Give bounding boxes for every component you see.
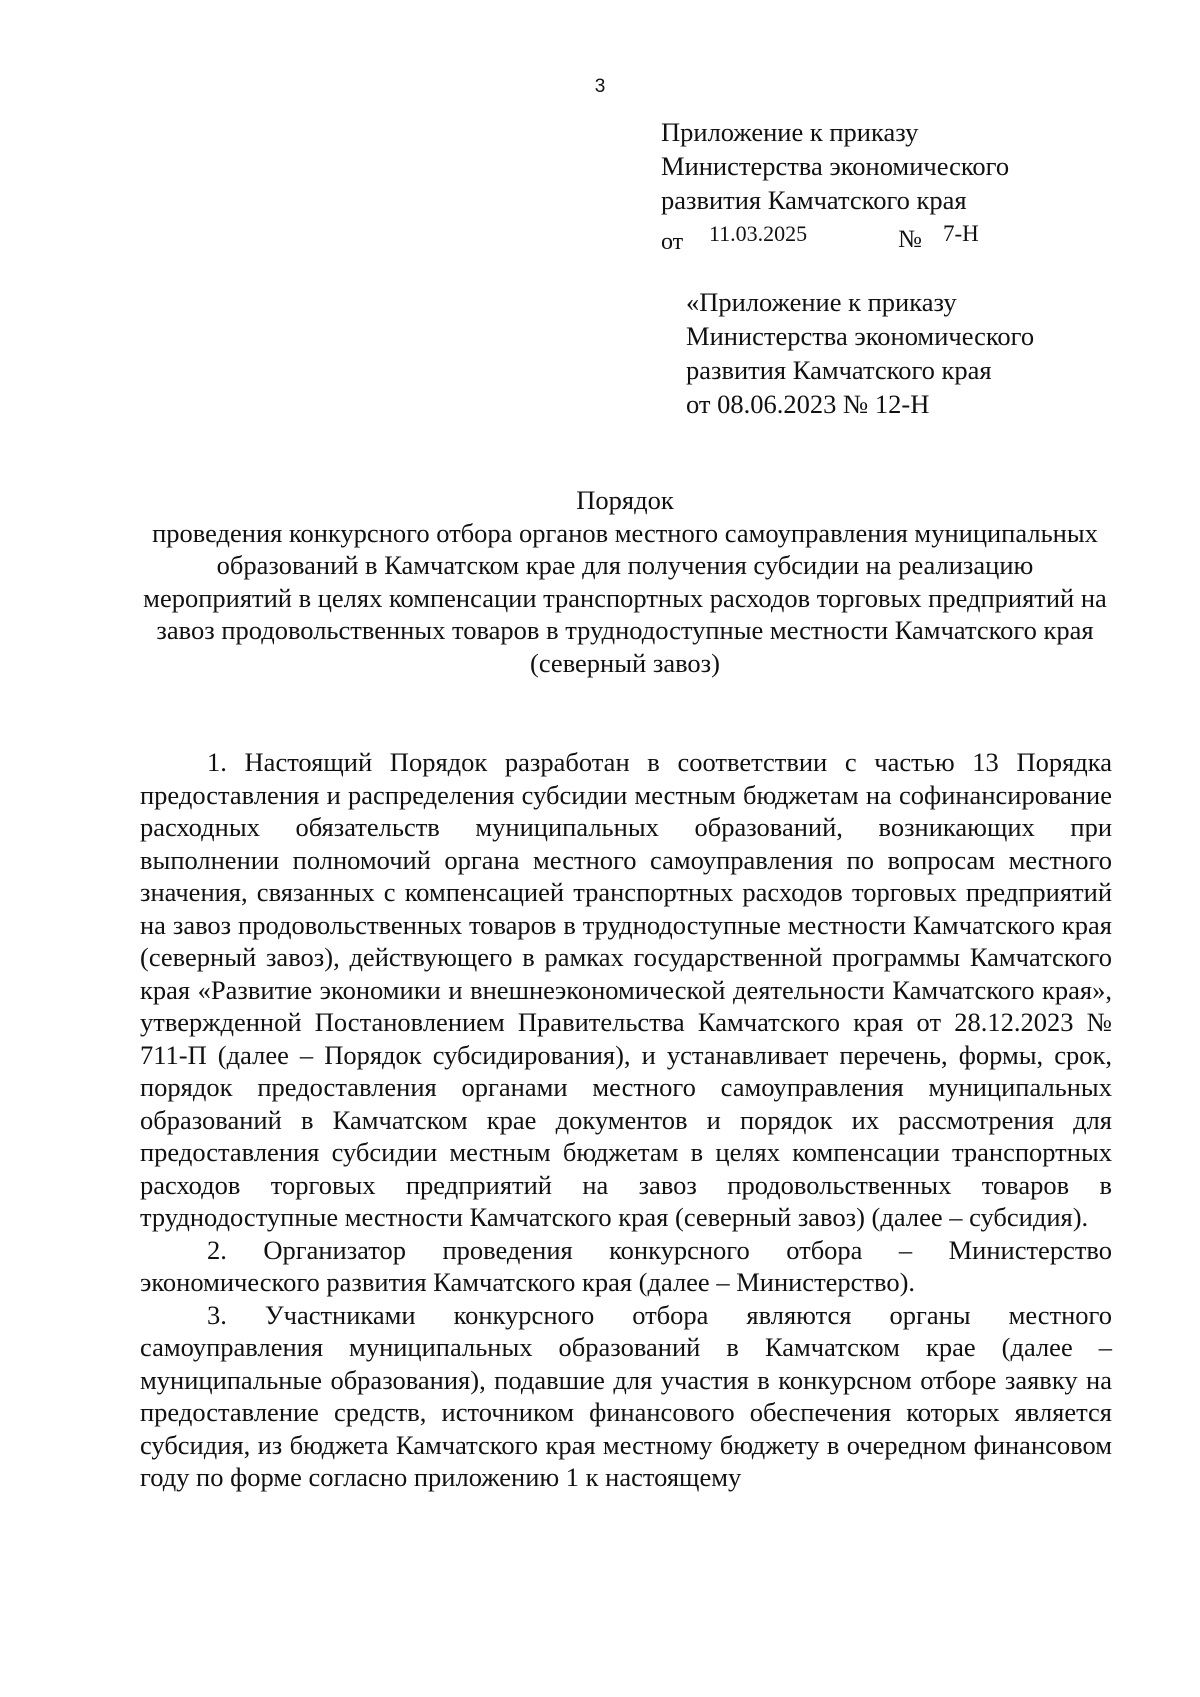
document-title — [140, 484, 1110, 679]
order-number: 7-Н — [943, 221, 979, 246]
order-date: 11.03.2025 — [709, 221, 808, 246]
appendix-original-line-1: «Приложение к приказу — [686, 287, 957, 317]
appendix-current-line-1: Приложение к приказу — [661, 117, 919, 147]
appendix-original-line-4: от 08.06.2023 № 12-Н — [686, 389, 930, 419]
number-label: № — [898, 226, 922, 253]
page-number: 3 — [594, 76, 606, 97]
appendix-original-line-2: Министерства экономического — [686, 321, 1035, 351]
document-body — [140, 746, 1112, 1494]
date-label: от — [661, 229, 684, 255]
appendix-current-line-2: Министерства экономического — [661, 151, 1010, 181]
appendix-current-line-3: развития Камчатского края — [661, 185, 967, 215]
paragraph-2: 2. Организатор проведения конкурсного отбора – Министерство экономического развития Камчатского края (далее – Министерство). — [140, 1234, 1112, 1297]
paragraph-3: 3. Участниками конкурсного отбора являются органы местного самоуправления муниципальных образований в Камчатском крае (далее – муниципальные образования), подавшие для участия в конкурсном отборе заявку на предоставление средств, источником финансового обеспечения которых является субсидия, из бюджета Камчатского края местному бюджету в очередном финансовом году по форме согласно приложению 1 к настоящему — [140, 1299, 1112, 1492]
appendix-reference-original — [686, 285, 1034, 421]
order-date-number-line — [661, 217, 1009, 255]
title-heading: Порядок — [576, 485, 674, 515]
paragraph-1: 1. Настоящий Порядок разработан в соответствии с частью 13 Порядка предоставления и распределения субсидии местным бюджетам на софинансирование расходных обязательств муниципальных образований, возникающих при выполнении полномочий органа местного самоуправления по вопросам местного значения, связанных с компенсацией транспортных расходов торговых предприятий на завоз продовольственных товаров в труднодоступные местности Камчатского края (северный завоз), действующего в рамках государственной программы Камчатского края «Развитие экономики и внешнеэкономической деятельности Камчатского края», утвержденной Постановлением Правительства Камчатского края от 28.12.2023 № 711-П (далее – Порядок субсидирования), и устанавливает перечень, формы, срок, порядок предоставления органами местного самоуправления муниципальных образований в Камчатском крае документов и порядок их рассмотрения для предоставления субсидии местным бюджетам в целях компенсации транспортных расходов торговых предприятий на завоз продовольственных товаров в труднодоступные местности Камчатского края (северный завоз) (далее – субсидия). — [140, 747, 1112, 1232]
appendix-original-line-3: развития Камчатского края — [686, 355, 992, 385]
appendix-reference-current — [661, 115, 1010, 255]
title-subtitle: проведения конкурсного отбора органов местного самоуправления муниципальных образований в Камчатском крае для получения субсидии на реализацию мероприятий в целях компенсации транспортных расходов торговых предприятий на завоз продовольственных товаров в труднодоступные местности Камчатского края (северный завоз) — [143, 517, 1107, 678]
